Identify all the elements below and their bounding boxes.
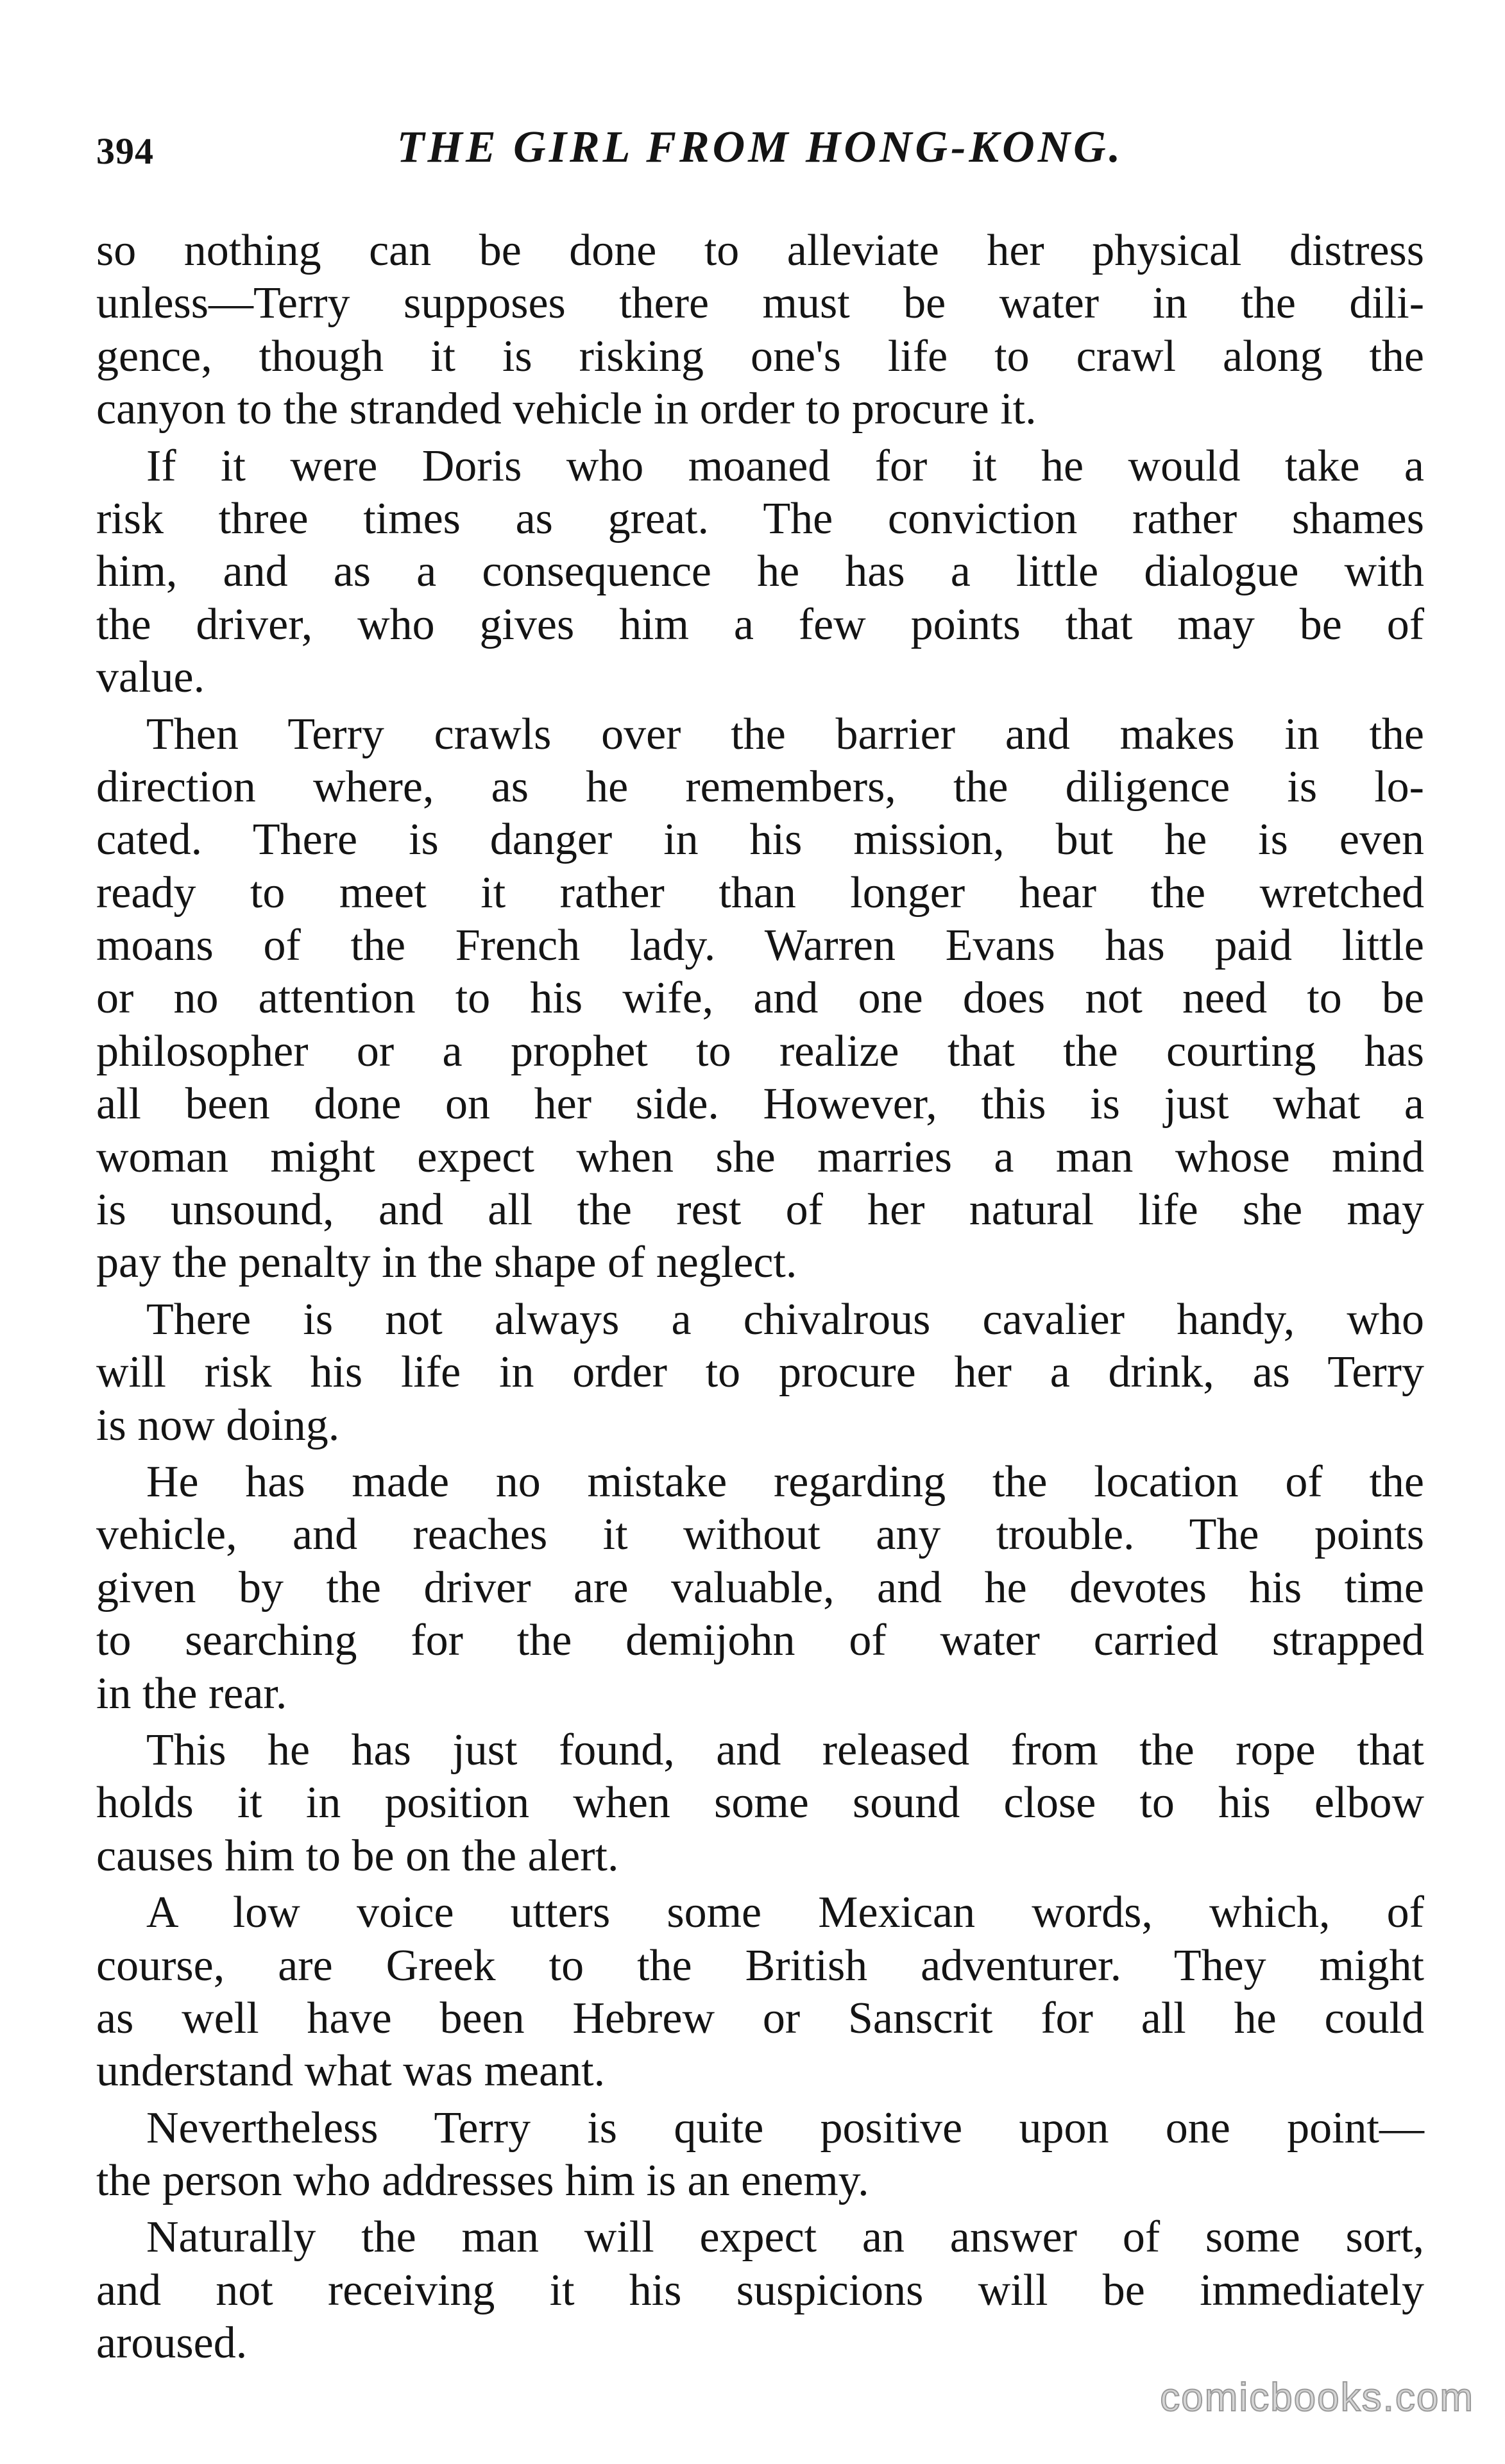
page-header (96, 122, 1424, 193)
text-line: the driver, who gives him a few points that may be of (96, 599, 1424, 649)
paragraph (96, 708, 1424, 1290)
page-number: 394 (96, 130, 154, 172)
text-line: canyon to the stranded vehicle in order to procure it. (96, 384, 1037, 434)
paragraph (96, 1724, 1424, 1883)
text-line: Naturally the man will expect an answer of some sort, (146, 2212, 1424, 2263)
paragraph (96, 225, 1424, 436)
text-line: given by the driver are valuable, and he devotes his time (96, 1562, 1424, 1613)
text-line: and not receiving it his suspicions will be immediately (96, 2265, 1424, 2315)
text-line: There is not always a chivalrous cavalier handy, who (146, 1294, 1424, 1344)
text-line: unless—Terry supposes there must be water in the dili- (96, 278, 1424, 329)
text-line: course, are Greek to the British adventurer. They might (96, 1940, 1424, 1990)
text-line: is unsound, and all the rest of her natural life she may (96, 1185, 1424, 1235)
text-line: is now doing. (96, 1400, 340, 1450)
text-line: risk three times as great. The conviction rather shames (96, 493, 1424, 543)
text-line: will risk his life in order to procure her a drink, as Terry (96, 1348, 1424, 1398)
text-line: pay the penalty in the shape of neglect. (96, 1238, 797, 1288)
running-title: THE GIRL FROM HONG-KONG. (396, 123, 1124, 172)
paragraph (96, 1456, 1424, 1720)
paragraph (96, 1887, 1424, 2098)
body-text (96, 225, 1424, 2374)
text-line: him, and as a consequence he has a little dialogue with (96, 547, 1424, 597)
paragraph (96, 2211, 1424, 2370)
text-line: in the rear. (96, 1668, 287, 1718)
text-line: causes him to be on the alert. (96, 1831, 619, 1881)
text-line: or no attention to his wife, and one does not need to be (96, 973, 1424, 1023)
text-line: so nothing can be done to alleviate her physical distress (96, 226, 1424, 275)
text-line: aroused. (96, 2318, 248, 2368)
text-line: philosopher or a prophet to realize that the courting has (96, 1026, 1424, 1076)
text-line: ready to meet it rather than longer hear the wretched (96, 868, 1424, 918)
text-line: to searching for the demijohn of water carried strapped (96, 1616, 1424, 1666)
text-line: This he has just found, and released from the rope that (146, 1725, 1424, 1775)
text-line: Nevertheless Terry is quite positive upon one point— (146, 2103, 1424, 2153)
text-line: cated. There is danger in his mission, but he is even (96, 815, 1424, 865)
text-line: moans of the French lady. Warren Evans has paid little (96, 921, 1424, 971)
text-line: holds it in position when some sound close to his elbow (96, 1778, 1424, 1828)
text-line: vehicle, and reaches it without any trouble. The points (96, 1510, 1424, 1560)
text-line: value. (96, 653, 205, 703)
text-line: the person who addresses him is an enemy. (96, 2156, 869, 2206)
paragraph (96, 2102, 1424, 2208)
text-line: direction where, as he remembers, the diligence is lo- (96, 762, 1424, 812)
text-line: all been done on her side. However, this is just what a (96, 1079, 1424, 1129)
text-line: Then Terry crawls over the barrier and makes in the (146, 709, 1424, 759)
text-line: understand what was meant. (96, 2046, 606, 2096)
text-line: woman might expect when she marries a man whose mind (96, 1132, 1424, 1182)
paragraph (96, 1294, 1424, 1452)
watermark: comicbooks.com (1160, 2375, 1474, 2420)
text-line: He has made no mistake regarding the location of the (146, 1457, 1424, 1507)
text-line: A low voice utters some Mexican words, which, of (146, 1888, 1424, 1938)
text-line: If it were Doris who moaned for it he would take a (146, 441, 1424, 491)
text-line: gence, though it is risking one's life to crawl along the (96, 331, 1424, 381)
paragraph (96, 440, 1424, 705)
text-line: as well have been Hebrew or Sanscrit for all he could (96, 1993, 1424, 2043)
